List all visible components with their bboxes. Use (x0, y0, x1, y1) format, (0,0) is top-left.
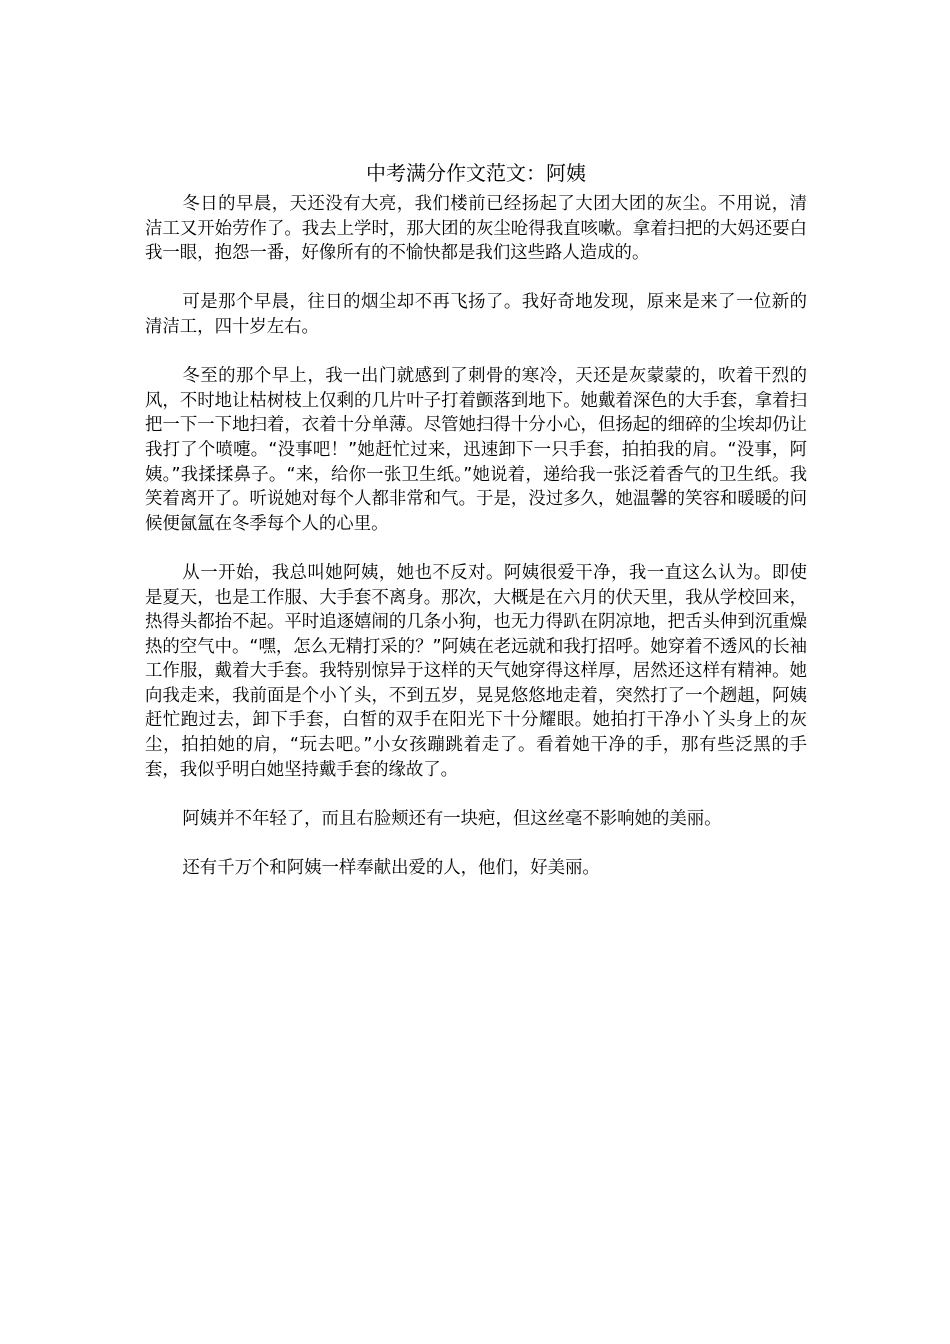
document-page (145, 158, 807, 905)
paragraph-1: 冬日的早晨，天还没有大亮，我们楼前已经扬起了大团大团的灰尘。不用说，清洁工又开始劳作了。我去上学时，那大团的灰尘呛得我直咳嗽。拿着扫把的大妈还要白我一眼，抱怨一番，好像所有的不愉快都是我们这些路人造成的。 (145, 194, 807, 264)
paragraph-6: 还有千万个和阿姨一样奉献出爱的人，他们，好美丽。 (182, 858, 600, 879)
paragraph-2: 可是那个早晨，往日的烟尘却不再飞扬了。我好奇地发现，原来是来了一位新的清洁工，四十岁左右。 (145, 292, 807, 337)
paragraph-4: 从一开始，我总叫她阿姨，她也不反对。阿姨很爱干净，我一直这么认为。即使是夏天，也是工作服、大手套不离身。那次，大概是在六月的伏天里，我从学校回来，热得头都抬不起。平时追逐嬉闹的几条小狗，也无力得趴在阴凉地，把舌头伸到沉重燥热的空气中。“嘿，怎么无精打采的？”阿姨在老远就和我打招呼。她穿着不透风的长袖工作服，戴着大手套。我特别惊异于这样的天气她穿得这样厚，居然还这样有精神。她向我走来，我前面是个小丫头，不到五岁，晃晃悠悠地走着，突然打了一个趔趄，阿姨赶忙跑过去，卸下手套，白皙的双手在阳光下十分耀眼。她拍打干净小丫头身上的灰尘，拍拍她的肩，“玩去吧。”小女孩蹦跳着走了。看着她干净的手，那有些泛黑的手套，我似乎明白她坚持戴手套的缘故了。 (145, 562, 807, 780)
paragraph-5: 阿姨并不年轻了，而且右脸颊还有一块疤，但这丝毫不影响她的美丽。 (182, 808, 722, 829)
paragraph-3: 冬至的那个早上，我一出门就感到了刺骨的寒冷，天还是灰蒙蒙的，吹着干烈的风，不时地让枯树枝上仅剩的几片叶子打着颤落到地下。她戴着深色的大手套，拿着扫把一下一下地扫着，衣着十分单薄。尽管她扫得十分小心，但扬起的细碎的尘埃却仍让我打了个喷嚏。“没事吧！”她赶忙过来，迅速卸下一只手套，拍拍我的肩。“没事，阿姨。”我揉揉鼻子。“来，给你一张卫生纸。”她说着，递给我一张泛着香气的卫生纸。我笑着离开了。听说她对每个人都非常和气。于是，没过多久，她温馨的笑容和暖暖的问候便氤氲在冬季每个人的心里。 (145, 366, 807, 534)
document-title: 中考满分作文范文：阿姨 (366, 161, 586, 185)
